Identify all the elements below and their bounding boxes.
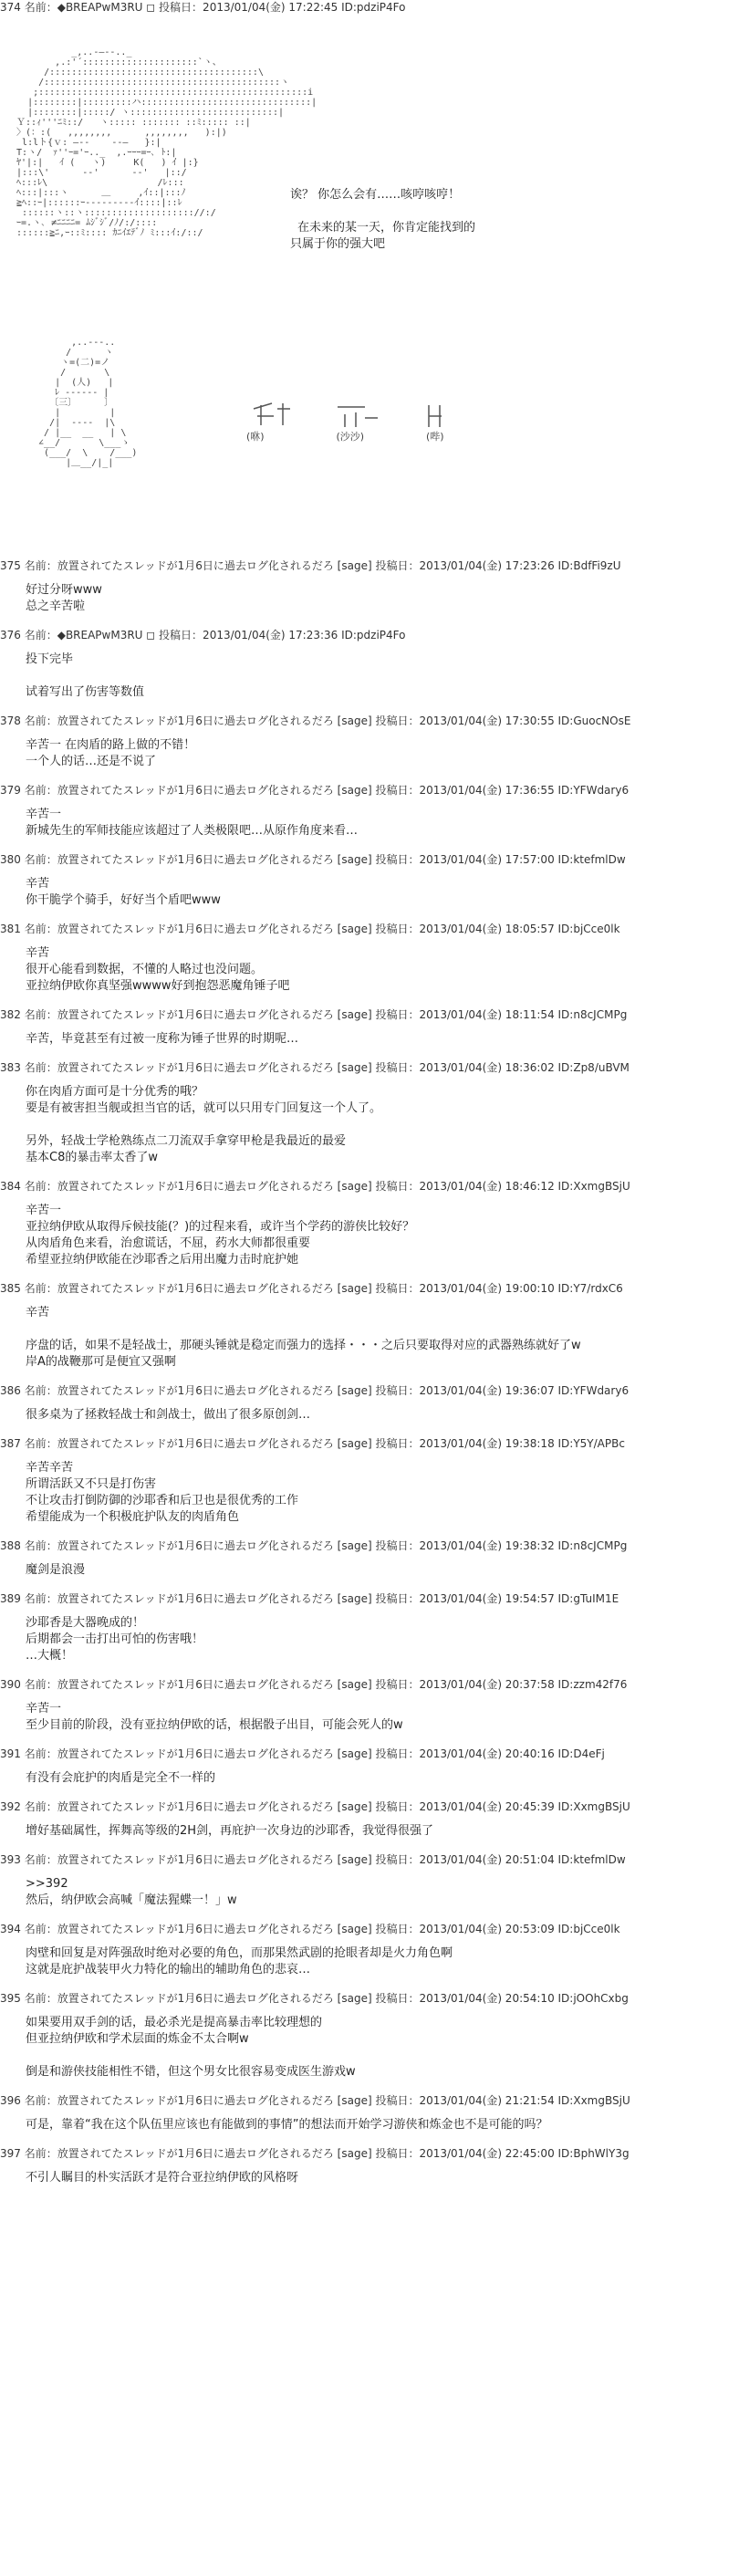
post bbox=[0, 1922, 739, 1991]
post-body-line: 辛苦 bbox=[26, 1306, 50, 1319]
post-body-line: 你干脆学个骑手，好好当个盾吧www bbox=[26, 893, 221, 907]
post-body-line: 亚拉纳伊欧你真坚强wwww好到抱怨恶魔角锤子吧 bbox=[26, 979, 290, 993]
post-body-line: >>392 bbox=[26, 1877, 68, 1891]
post bbox=[0, 783, 739, 852]
post bbox=[0, 2146, 739, 2199]
post-body-line: 试着写出了伤害等数值 bbox=[26, 685, 145, 699]
post-body-line: 一个人的话…还是不说了 bbox=[26, 755, 157, 768]
post-body-line: 所谓活跃又不只是打伤害 bbox=[26, 1477, 157, 1491]
post bbox=[0, 714, 739, 783]
post-header: 392 名前：放置されてたスレッドが1月6日に過去ログ化されるだろ [sage] 投稿日：2013/01/04(金) 20:45:39 ID:XxmgBSjU bbox=[0, 1800, 630, 1813]
post bbox=[0, 1991, 739, 2093]
post-header: 390 名前：放置されてたスレッドが1月6日に過去ログ化されるだろ [sage] 投稿日：2013/01/04(金) 20:37:58 ID:zzm42f76 bbox=[0, 1678, 628, 1691]
post-body-line: 另外，轻战士学枪熟练点二刀流双手拿穿甲枪是我最近的最爱 bbox=[26, 1134, 347, 1148]
post-header: 396 名前：放置されてたスレッドが1月6日に過去ログ化されるだろ [sage] 投稿日：2013/01/04(金) 21:21:54 ID:XxmgBSjU bbox=[0, 2094, 630, 2107]
ascii-art-face: _,..-―‐-.._ ,.:'´:::::::::::::::::::::`ヽ、 /::::::::::::::::::::::::::::::::::::::\ /:::::::::::::::::::::::::::::::::::::::::::ヽ ;:::::::::::::::::::::::::::::::::::::::::::::::::i |::::::::|:::::::::ハ:::::::::::::::::::::::::::::::| |::::::::|:::::/ ヽ:::::::::::::::::::::::::::| Ｙ::ｨ'''ﾆﾐ::/ ヽ::::: ::::::: ::ﾐ::::: ::| 〉(：:( ,,,,,,,, ,,,,,,,, ):|) l:lト{ｖ: ―‐‐ ‐‐― }:| T:ヽ/ ｧ''ｰ='ｰ.._ ,.ｰｰｰ=ｰ､ ﾄ:| ﾔ'|:| ｲ ( ヽ) K( ) ｲ |:} |:::\' ‐‐' ‐‐' |::/ ﾍ:::ﾚ\ /ﾚ::: ﾍ:::|:::ヽ ＿ ,ｲ::|:::ﾉ ≧ﾍ::ｰ|::::::ｰ--------‐ｲ::::|::ﾚ ::::::ヽ::ヽ:::::::::::::::::::://:/ ｰ=.ヽ､ ≠ﾆﾆﾆﾆ= ﾑｼﾞｼﾞ/ﾉ/:/:::: ::::::≧ﾆ,ｰ::ﾐ:::: ｶﾆｲｴﾃﾞﾉ ﾐ:::ｲ:/::/ bbox=[16, 47, 317, 238]
post-body-line: 魔剑是浪漫 bbox=[26, 1563, 86, 1577]
post-header: 380 名前：放置されてたスレッドが1月6日に過去ログ化されるだろ [sage] 投稿日：2013/01/04(金) 17:57:00 ID:ktefmlDw bbox=[0, 853, 626, 866]
post bbox=[0, 1677, 739, 1747]
ascii-art-robot: ,..-‐-.. / ヽ ヽ=(二)=ノ / \ | (人) | ﾚ ‐‐‐‐‐‐ | 〔三〕 〕 | | /| ‐‐‐‐ |\ / |__ __ | \ ∠__/ \___ゝ (___/ \ /___) |＿__/|_| bbox=[38, 338, 138, 468]
post-header: 381 名前：放置されてたスレッドが1月6日に過去ログ化されるだろ [sage] 投稿日：2013/01/04(金) 18:05:57 ID:bjCce0lk bbox=[0, 923, 620, 935]
post-body-line: 可是，靠着“我在这个队伍里应该也有能做到的事情”的想法而开始学习游侠和炼金也不是可能的吗？ bbox=[26, 2118, 548, 2132]
post-header: 389 名前：放置されてたスレッドが1月6日に過去ログ化されるだろ [sage] 投稿日：2013/01/04(金) 19:54:57 ID:gTuIM1E bbox=[0, 1592, 619, 1605]
post-list bbox=[0, 558, 739, 2199]
post-header: 394 名前：放置されてたスレッドが1月6日に過去ログ化されるだろ [sage] 投稿日：2013/01/04(金) 20:53:09 ID:bjCce0lk bbox=[0, 1923, 620, 1935]
post bbox=[0, 1591, 739, 1677]
post bbox=[0, 1538, 739, 1591]
post-header: 387 名前：放置されてたスレッドが1月6日に過去ログ化されるだろ [sage] 投稿日：2013/01/04(金) 19:38:18 ID:Y5Y/APBc bbox=[0, 1437, 625, 1450]
post-body-line: 肉壁和回复是对阵强敌时绝对必要的角色，而那果然武剧的抢眼者却是火力角色啊 bbox=[26, 1946, 453, 1960]
post bbox=[0, 1799, 739, 1852]
post-body-line: 要是有被害担当舰或担当官的话，就可以只用专门回复这一个人了。 bbox=[26, 1101, 382, 1115]
post bbox=[0, 1060, 739, 1179]
post-header: 397 名前：放置されてたスレッドが1月6日に過去ログ化されるだろ [sage] 投稿日：2013/01/04(金) 22:45:00 ID:BphWlY3g bbox=[0, 2147, 630, 2160]
post bbox=[0, 558, 739, 628]
post-body-line: 辛苦 bbox=[26, 877, 50, 891]
post-body-line: 至少目前的阶段，没有亚拉纳伊欧的话，根据骰子出目，可能会死人的w bbox=[26, 1718, 403, 1732]
post-body-line: 辛苦 bbox=[26, 946, 50, 960]
post-body-line: 好过分呀www bbox=[26, 583, 102, 597]
post-header: 378 名前：放置されてたスレッドが1月6日に過去ログ化されるだろ [sage] 投稿日：2013/01/04(金) 17:30:55 ID:GuocNOsE bbox=[0, 714, 631, 727]
post-body-line: 这就是庇护战装甲火力特化的输出的辅助角色的悲哀… bbox=[26, 1963, 311, 1976]
post-body-line: 亚拉纳伊欧从取得斥候技能(？)的过程来看，或许当个学药的游侠比较好？ bbox=[26, 1220, 415, 1234]
post bbox=[0, 1179, 739, 1281]
post-body-line: 希望亚拉纳伊欧能在沙耶香之后用出魔力击时庇护她 bbox=[26, 1253, 299, 1267]
post bbox=[0, 2093, 739, 2146]
post-body-line: 但亚拉纳伊欧和学术层面的炼金不太合啊w bbox=[26, 2032, 249, 2046]
post bbox=[0, 1281, 739, 1383]
post-body-line: 很多桌为了拯救轻战士和剑战士，做出了很多原创剑… bbox=[26, 1408, 311, 1422]
post-body-line: 增好基础属性，挥舞高等级的2H剑，再庇护一次身边的沙耶香，我觉得很强了 bbox=[26, 1824, 434, 1838]
post-body-line bbox=[26, 1117, 739, 1133]
speech-text bbox=[290, 187, 475, 253]
post-body-line: 辛苦辛苦 bbox=[26, 1461, 74, 1475]
post-body-line bbox=[26, 2048, 739, 2064]
post-body-line: 然后，纳伊欧会高喊「魔法猩蝶一！」w bbox=[26, 1893, 237, 1907]
post-body-line: 有没有会庇护的肉盾是完全不一样的 bbox=[26, 1771, 216, 1785]
post-header: 386 名前：放置されてたスレッドが1月6日に過去ログ化されるだろ [sage] 投稿日：2013/01/04(金) 19:36:07 ID:YFWdary6 bbox=[0, 1384, 630, 1397]
post-body-line bbox=[26, 1321, 739, 1338]
post-header: 395 名前：放置されてたスレッドが1月6日に過去ログ化されるだろ [sage] 投稿日：2013/01/04(金) 20:54:10 ID:jOOhCxbg bbox=[0, 1992, 629, 2005]
post bbox=[0, 922, 739, 1007]
post bbox=[0, 1747, 739, 1799]
sfx-rustle: (沙沙) bbox=[336, 431, 365, 443]
post-body-line: 后期都会一击打出可怕的伤害哦！ bbox=[26, 1632, 204, 1646]
post-header: 375 名前：放置されてたスレッドが1月6日に過去ログ化されるだろ [sage] 投稿日：2013/01/04(金) 17:23:26 ID:BdfFi9zU bbox=[0, 559, 621, 572]
sfx-beep: (哔) bbox=[426, 431, 444, 443]
post-body-line: 总之辛苦啦 bbox=[26, 600, 86, 613]
speech-line: 在未来的某一天，你肯定能找到的 bbox=[297, 221, 476, 235]
post-header: 382 名前：放置されてたスレッドが1月6日に過去ログ化されるだろ [sage] 投稿日：2013/01/04(金) 18:11:54 ID:n8cJCMPg bbox=[0, 1008, 628, 1021]
post-body-line: …大概！ bbox=[26, 1649, 74, 1663]
post-body-line: 辛苦一 在肉盾的路上做的不错！ bbox=[26, 738, 196, 752]
post-body-line: 你在肉盾方面可是十分优秀的哦？ bbox=[26, 1085, 204, 1099]
post-body-line: 辛苦，毕竟甚至有过被一度称为锤子世界的时期呢… bbox=[26, 1032, 299, 1046]
post-header: 383 名前：放置されてたスレッドが1月6日に過去ログ化されるだろ [sage] 投稿日：2013/01/04(金) 18:36:02 ID:Zp8/uBVM bbox=[0, 1061, 630, 1074]
post-header: 374 名前：◆BREAPwM3RU ◻ 投稿日：2013/01/04(金) 17:22:45 ID:pdziP4Fo bbox=[0, 1, 406, 14]
post bbox=[0, 1007, 739, 1060]
speech-line: 只属于你的强大吧 bbox=[290, 237, 386, 251]
post-body-line: 辛苦一 bbox=[26, 808, 62, 821]
post-body-line: 希望能成为一个积极庇护队友的肉盾角色 bbox=[26, 1510, 240, 1524]
post-body-line: 从肉盾角色来看，治愈谎话，不屈，药水大师都很重要 bbox=[26, 1236, 311, 1250]
post-body-line: 岸A的战鞭那可是便宜又强啊 bbox=[26, 1355, 176, 1369]
post-body-line: 不引人瞩目的朴实活跃才是符合亚拉纳伊欧的风格呀 bbox=[26, 2171, 299, 2185]
post-body-line: 辛苦一 bbox=[26, 1204, 62, 1217]
post-header: 379 名前：放置されてたスレッドが1月6日に過去ログ化されるだろ [sage] 投稿日：2013/01/04(金) 17:36:55 ID:YFWdary6 bbox=[0, 784, 630, 797]
sfx-swish: (咻) bbox=[246, 431, 265, 443]
post bbox=[0, 1436, 739, 1538]
post-body-line: 辛苦一 bbox=[26, 1702, 62, 1716]
post-header: 391 名前：放置されてたスレッドが1月6日に過去ログ化されるだろ [sage] 投稿日：2013/01/04(金) 20:40:16 ID:D4eFj bbox=[0, 1747, 605, 1760]
post-body-line: 不让攻击打倒防御的沙耶香和后卫也是很优秀的工作 bbox=[26, 1494, 299, 1507]
post bbox=[0, 1852, 739, 1922]
sfx-marks bbox=[246, 400, 538, 436]
post-header: 376 名前：◆BREAPwM3RU ◻ 投稿日：2013/01/04(金) 17:23:36 ID:pdziP4Fo bbox=[0, 629, 406, 641]
speech-line: 诶？ 你怎么会有……咳哼咳哼！ bbox=[290, 188, 461, 202]
post-body-line: 新城先生的军师技能应该超过了人类极限吧…从原作角度来看… bbox=[26, 824, 359, 838]
post-body-line: 序盘的话，如果不是轻战士，那硬头锤就是稳定而强力的选择・・・之后只要取得对应的武器熟练就好了w bbox=[26, 1339, 581, 1352]
post-body-line: 如果要用双手剑的话，最必杀光是提高暴击率比较理想的 bbox=[26, 2016, 323, 2029]
post-header: 388 名前：放置されてたスレッドが1月6日に過去ログ化されるだろ [sage] 投稿日：2013/01/04(金) 19:38:32 ID:n8cJCMPg bbox=[0, 1539, 628, 1552]
post-body-line: 倒是和游侠技能相性不错，但这个男女比很容易变成医生游戏w bbox=[26, 2065, 356, 2079]
post-body-line: 沙耶香是大器晚成的！ bbox=[26, 1616, 145, 1630]
post-body-line: 很开心能看到数据，不懂的人略过也没问题。 bbox=[26, 963, 264, 976]
post-header: 385 名前：放置されてたスレッドが1月6日に過去ログ化されるだろ [sage] 投稿日：2013/01/04(金) 19:00:10 ID:Y7/rdxC6 bbox=[0, 1282, 623, 1295]
post-body-line bbox=[26, 668, 739, 684]
post-body-line: 投下完毕 bbox=[26, 652, 74, 666]
post-374 bbox=[0, 0, 739, 468]
post bbox=[0, 852, 739, 922]
post-body-line: 基本C8的暴击率太香了w bbox=[26, 1151, 158, 1164]
post-header: 384 名前：放置されてたスレッドが1月6日に過去ログ化されるだろ [sage] 投稿日：2013/01/04(金) 18:46:12 ID:XxmgBSjU bbox=[0, 1180, 630, 1193]
post bbox=[0, 628, 739, 714]
post bbox=[0, 1383, 739, 1436]
post-header: 393 名前：放置されてたスレッドが1月6日に過去ログ化されるだろ [sage] 投稿日：2013/01/04(金) 20:51:04 ID:ktefmlDw bbox=[0, 1853, 626, 1866]
